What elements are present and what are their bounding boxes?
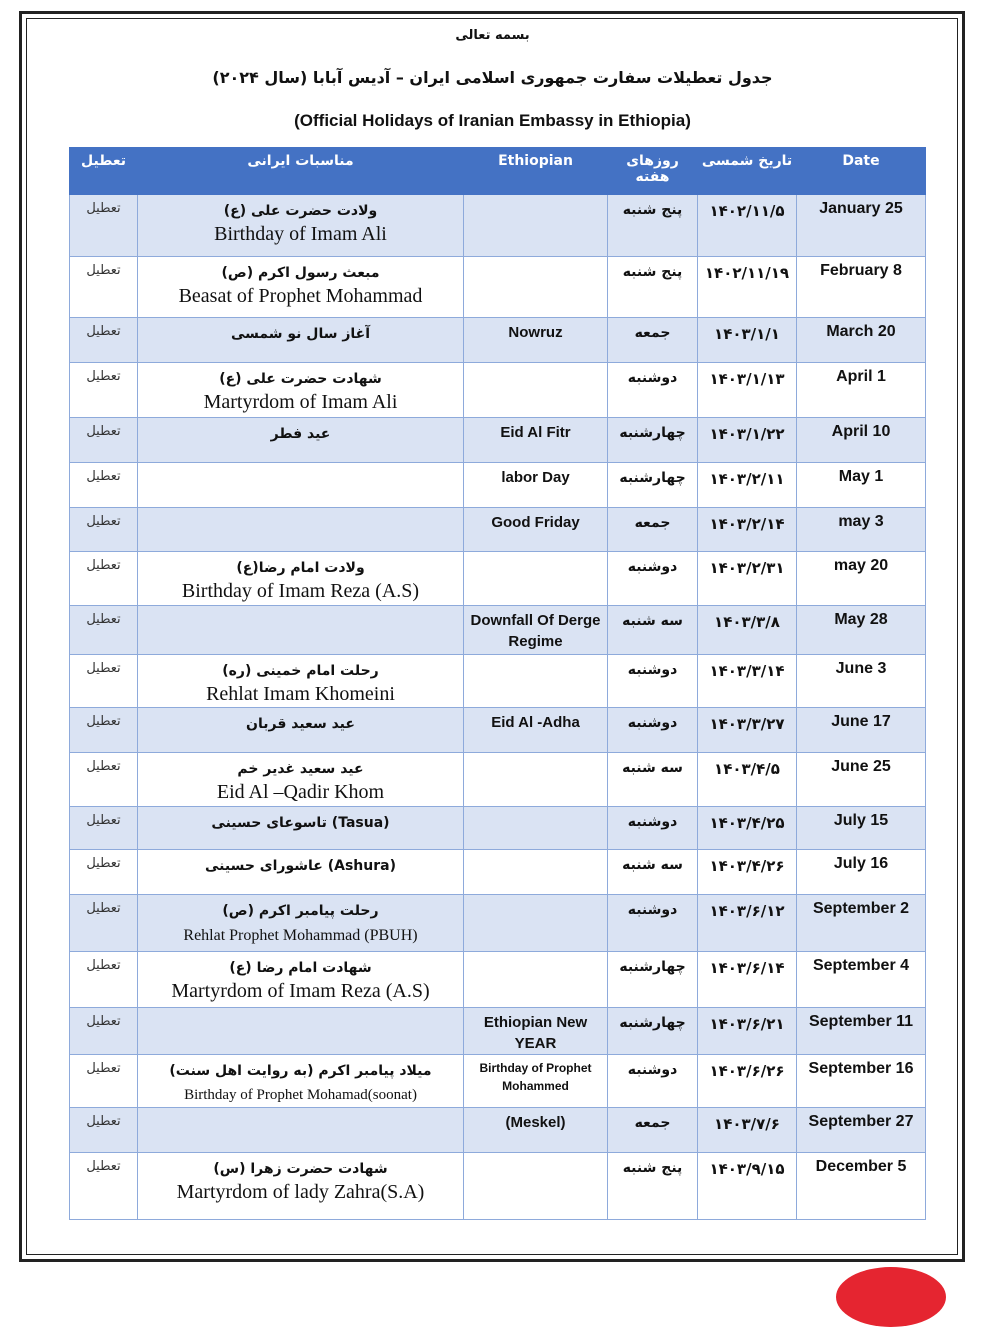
cell-off: تعطیل <box>70 807 138 850</box>
cell-occasion <box>138 1153 464 1220</box>
occasion-english: Eid Al –Qadir Khom <box>216 781 385 803</box>
cell-occasion <box>138 463 464 508</box>
table-row <box>70 850 926 895</box>
cell-occasion <box>138 807 464 850</box>
occasion-english: Birthday of Prophet Mohamad(soonat) <box>184 1087 417 1103</box>
cell-weekday: سه شنبه <box>608 606 698 655</box>
table-row <box>70 418 926 463</box>
table-row <box>70 753 926 807</box>
occasion-persian: رحلت امام خمینی (ره) <box>222 663 379 679</box>
occasion-persian: شهادت امام رضا (ع) <box>229 960 372 976</box>
occasion-persian: عید سعید غدیر خم <box>237 761 364 777</box>
cell-weekday: دوشنبه <box>608 552 698 606</box>
cell-ethiopian: Eid Al -Adha <box>464 708 608 753</box>
page-title-english: (Official Holidays of Iranian Embassy in Ethiopia) <box>294 111 691 130</box>
cell-date: April 10 <box>797 418 926 463</box>
cell-shamsi: ۱۴۰۳/۱/۱ <box>698 318 797 363</box>
cell-weekday: سه شنبه <box>608 850 698 895</box>
bismillah-heading: بسمه تعالی <box>455 28 530 43</box>
cell-shamsi: ۱۴۰۳/۱/۱۳ <box>698 363 797 418</box>
cell-shamsi: ۱۴۰۲/۱۱/۵ <box>698 195 797 257</box>
occasion-persian: (Ashura) عاشورای حسینی <box>205 858 396 874</box>
cell-occasion <box>138 363 464 418</box>
occasion-persian: مبعث رسول اکرم (ص) <box>221 265 380 281</box>
cell-occasion <box>138 753 464 807</box>
cell-date: March 20 <box>797 318 926 363</box>
cell-shamsi: ۱۴۰۳/۲/۱۴ <box>698 508 797 552</box>
cell-weekday: دوشنبه <box>608 1055 698 1108</box>
cell-date: may 20 <box>797 552 926 606</box>
cell-date: July 15 <box>797 807 926 850</box>
cell-off: تعطیل <box>70 1008 138 1055</box>
cell-shamsi: ۱۴۰۳/۶/۱۴ <box>698 952 797 1008</box>
header-ethiopian: Ethiopian <box>464 148 608 195</box>
cell-shamsi: ۱۴۰۳/۶/۲۶ <box>698 1055 797 1108</box>
occasion-persian: (Tasua) تاسوعای حسینی <box>211 815 390 831</box>
occasion-persian: ولادت امام رضا(ع) <box>236 560 365 576</box>
occasion-english: Rehlat Prophet Mohammad (PBUH) <box>183 927 418 944</box>
cell-weekday: دوشنبه <box>608 708 698 753</box>
occasion-persian: میلاد پیامبر اکرم (به روایت اهل سنت) <box>169 1063 432 1079</box>
cell-occasion <box>138 1055 464 1108</box>
table-row <box>70 807 926 850</box>
cell-ethiopian <box>464 753 608 807</box>
cell-off: تعطیل <box>70 952 138 1008</box>
cell-ethiopian <box>464 552 608 606</box>
cell-shamsi: ۱۴۰۳/۳/۸ <box>698 606 797 655</box>
cell-ethiopian: Birthday of Prophet Mohammed <box>464 1055 608 1108</box>
occasion-persian: شهادت حضرت علی (ع) <box>219 371 382 387</box>
cell-shamsi: ۱۴۰۳/۴/۲۵ <box>698 807 797 850</box>
cell-date: May 1 <box>797 463 926 508</box>
cell-weekday: جمعه <box>608 318 698 363</box>
cell-occasion <box>138 1108 464 1153</box>
cell-occasion <box>138 1008 464 1055</box>
cell-off: تعطیل <box>70 895 138 952</box>
cell-occasion <box>138 606 464 655</box>
table-row <box>70 1153 926 1220</box>
cell-occasion <box>138 195 464 257</box>
cell-off: تعطیل <box>70 606 138 655</box>
cell-off: تعطیل <box>70 257 138 318</box>
cell-shamsi: ۱۴۰۳/۱/۲۲ <box>698 418 797 463</box>
cell-off: تعطیل <box>70 318 138 363</box>
cell-ethiopian <box>464 895 608 952</box>
table-row <box>70 1008 926 1055</box>
occasion-english: Birthday of Imam Ali <box>214 223 387 245</box>
cell-ethiopian <box>464 1153 608 1220</box>
cell-off: تعطیل <box>70 708 138 753</box>
cell-occasion <box>138 895 464 952</box>
cell-date: June 25 <box>797 753 926 807</box>
cell-ethiopian <box>464 807 608 850</box>
cell-off: تعطیل <box>70 1055 138 1108</box>
cell-weekday: جمعه <box>608 1108 698 1153</box>
cell-date: September 4 <box>797 952 926 1008</box>
table-row <box>70 708 926 753</box>
cell-occasion <box>138 952 464 1008</box>
cell-ethiopian <box>464 257 608 318</box>
cell-date: September 11 <box>797 1008 926 1055</box>
cell-occasion <box>138 850 464 895</box>
cell-weekday: پنج شنبه <box>608 257 698 318</box>
table-row <box>70 895 926 952</box>
cell-occasion <box>138 552 464 606</box>
table-row <box>70 318 926 363</box>
cell-weekday: جمعه <box>608 508 698 552</box>
table-row <box>70 508 926 552</box>
header-shamsi: تاریخ شمسی <box>698 148 797 195</box>
cell-ethiopian: Downfall Of Derge Regime <box>464 606 608 655</box>
cell-date: February 8 <box>797 257 926 318</box>
cell-occasion <box>138 418 464 463</box>
table-row <box>70 463 926 508</box>
cell-ethiopian: labor Day <box>464 463 608 508</box>
cell-off: تعطیل <box>70 508 138 552</box>
cell-weekday: چهارشنبه <box>608 1008 698 1055</box>
header-weekday: روزهای هفته <box>608 148 698 195</box>
table-row <box>70 257 926 318</box>
cell-date: May 28 <box>797 606 926 655</box>
header-date: Date <box>797 148 926 195</box>
occasion-persian: آغاز سال نو شمسی <box>230 326 371 342</box>
table-row <box>70 195 926 257</box>
table-row <box>70 655 926 708</box>
holidays-table <box>69 147 926 1220</box>
cell-weekday: چهارشنبه <box>608 463 698 508</box>
cell-occasion <box>138 508 464 552</box>
cell-date: June 3 <box>797 655 926 708</box>
cell-shamsi: ۱۴۰۳/۶/۲۱ <box>698 1008 797 1055</box>
cell-weekday: دوشنبه <box>608 895 698 952</box>
cell-ethiopian: (Meskel) <box>464 1108 608 1153</box>
occasion-persian: عید فطر <box>270 426 331 442</box>
cell-weekday: دوشنبه <box>608 807 698 850</box>
cell-date: April 1 <box>797 363 926 418</box>
cell-shamsi: ۱۴۰۳/۲/۱۱ <box>698 463 797 508</box>
cell-off: تعطیل <box>70 1153 138 1220</box>
cell-occasion <box>138 708 464 753</box>
cell-weekday: پنج شنبه <box>608 195 698 257</box>
table-row <box>70 552 926 606</box>
cell-off: تعطیل <box>70 418 138 463</box>
cell-shamsi: ۱۴۰۲/۱۱/۱۹ <box>698 257 797 318</box>
cell-off: تعطیل <box>70 753 138 807</box>
cell-shamsi: ۱۴۰۳/۴/۲۶ <box>698 850 797 895</box>
red-stamp <box>836 1267 946 1327</box>
cell-date: September 2 <box>797 895 926 952</box>
cell-off: تعطیل <box>70 195 138 257</box>
cell-occasion <box>138 318 464 363</box>
cell-shamsi: ۱۴۰۳/۴/۵ <box>698 753 797 807</box>
occasion-persian: ولادت حضرت علی (ع) <box>223 203 378 219</box>
cell-ethiopian: Eid Al Fitr <box>464 418 608 463</box>
occasion-english: Beasat of Prophet Mohammad <box>178 285 423 307</box>
cell-shamsi: ۱۴۰۳/۹/۱۵ <box>698 1153 797 1220</box>
cell-shamsi: ۱۴۰۳/۶/۱۲ <box>698 895 797 952</box>
cell-shamsi: ۱۴۰۳/۳/۲۷ <box>698 708 797 753</box>
cell-date: December 5 <box>797 1153 926 1220</box>
cell-date: September 16 <box>797 1055 926 1108</box>
cell-ethiopian <box>464 195 608 257</box>
cell-date: September 27 <box>797 1108 926 1153</box>
table-body <box>70 195 926 1220</box>
cell-off: تعطیل <box>70 463 138 508</box>
cell-off: تعطیل <box>70 552 138 606</box>
occasion-persian: رحلت پیامبر اکرم (ص) <box>222 903 379 919</box>
cell-occasion <box>138 655 464 708</box>
table-header-row <box>70 148 926 195</box>
cell-off: تعطیل <box>70 1108 138 1153</box>
cell-shamsi: ۱۴۰۳/۳/۱۴ <box>698 655 797 708</box>
page-title-persian: جدول تعطیلات سفارت جمهوری اسلامی ایران – آدیس آبابا (سال ۲۰۲۴) <box>212 68 773 87</box>
cell-weekday: سه شنبه <box>608 753 698 807</box>
cell-weekday: چهارشنبه <box>608 418 698 463</box>
table-row <box>70 1055 926 1108</box>
cell-ethiopian: Good Friday <box>464 508 608 552</box>
cell-off: تعطیل <box>70 363 138 418</box>
occasion-english: Birthday of Imam Reza (A.S) <box>181 580 420 602</box>
occasion-english: Martyrdom of Imam Ali <box>203 391 398 413</box>
occasion-persian: عید سعید قربان <box>246 716 355 732</box>
header-occasion: مناسبات ایرانی <box>138 148 464 195</box>
cell-occasion <box>138 257 464 318</box>
table-row <box>70 363 926 418</box>
table-row <box>70 606 926 655</box>
cell-date: may 3 <box>797 508 926 552</box>
cell-weekday: دوشنبه <box>608 363 698 418</box>
cell-date: July 16 <box>797 850 926 895</box>
cell-ethiopian <box>464 850 608 895</box>
occasion-english: Martyrdom of lady Zahra(S.A) <box>176 1181 425 1203</box>
cell-ethiopian <box>464 952 608 1008</box>
cell-date: June 17 <box>797 708 926 753</box>
cell-ethiopian <box>464 655 608 708</box>
cell-date: January 25 <box>797 195 926 257</box>
cell-ethiopian: Nowruz <box>464 318 608 363</box>
header-off: تعطیل <box>70 148 138 195</box>
cell-weekday: چهارشنبه <box>608 952 698 1008</box>
cell-off: تعطیل <box>70 655 138 708</box>
occasion-english: Martyrdom of Imam Reza (A.S) <box>171 980 430 1002</box>
cell-ethiopian <box>464 363 608 418</box>
cell-weekday: دوشنبه <box>608 655 698 708</box>
cell-shamsi: ۱۴۰۳/۷/۶ <box>698 1108 797 1153</box>
table-row <box>70 952 926 1008</box>
occasion-english: Rehlat Imam Khomeini <box>206 683 395 705</box>
table-row <box>70 1108 926 1153</box>
cell-off: تعطیل <box>70 850 138 895</box>
cell-weekday: پنج شنبه <box>608 1153 698 1220</box>
cell-ethiopian: Ethiopian New YEAR <box>464 1008 608 1055</box>
cell-shamsi: ۱۴۰۳/۲/۳۱ <box>698 552 797 606</box>
occasion-persian: شهادت حضرت زهرا (س) <box>213 1161 388 1177</box>
